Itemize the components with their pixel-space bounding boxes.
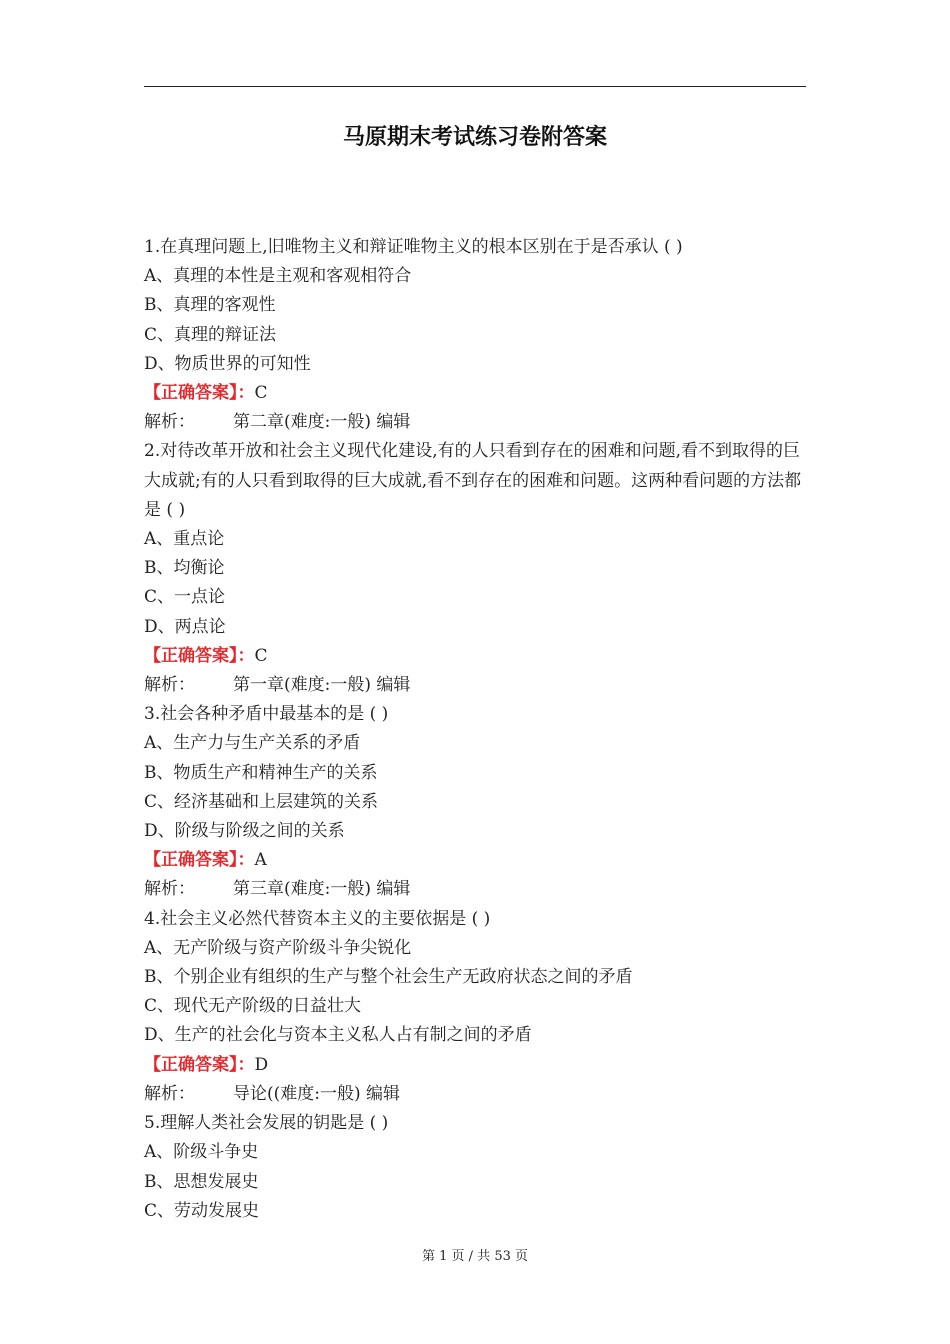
option-a: A、生产力与生产关系的矛盾 — [144, 733, 361, 754]
question-stem: 2.对待改革开放和社会主义现代化建设,有的人只看到存在的困难和问题,看不到取得的巨大成就;有的人只看到取得的巨大成就,看不到存在的困难和问题。这两种看问题的方法都是 ( ) — [144, 441, 802, 520]
option-b: B、真理的客观性 — [144, 295, 276, 316]
answer-value: A — [254, 850, 267, 871]
option-d: D、阶级与阶级之间的关系 — [144, 821, 345, 842]
option-d: D、物质世界的可知性 — [144, 353, 311, 374]
option-c: C、一点论 — [144, 587, 226, 608]
analysis-text: 第二章(难度:一般) 编辑 — [233, 412, 411, 433]
question-stem: 5.理解人类社会发展的钥匙是 ( ) — [144, 1113, 389, 1134]
analysis-label: 解析： — [144, 1083, 195, 1104]
option-c: C、现代无产阶级的日益壮大 — [144, 996, 362, 1017]
option-b: B、个别企业有组织的生产与整个社会生产无政府状态之间的矛盾 — [144, 967, 633, 988]
analysis-row — [144, 408, 806, 437]
option-a: A、真理的本性是主观和客观相符合 — [144, 266, 412, 287]
answer-value: D — [254, 1054, 269, 1075]
page-footer: 第 1 页 / 共 53 页 — [422, 1249, 528, 1264]
analysis-text: 导论((难度:一般) 编辑 — [233, 1083, 401, 1104]
question-list — [144, 233, 806, 1226]
option-b: B、均衡论 — [144, 558, 225, 579]
question-3 — [144, 700, 806, 904]
option-b: B、物质生产和精神生产的关系 — [144, 762, 378, 783]
question-stem: 4.社会主义必然代替资本主义的主要依据是 ( ) — [144, 908, 491, 929]
answer-row — [144, 1051, 806, 1080]
answer-row — [144, 642, 806, 671]
question-5 — [144, 1109, 806, 1226]
option-a: A、无产阶级与资产阶级斗争尖锐化 — [144, 937, 412, 958]
answer-value: C — [254, 645, 268, 666]
analysis-row — [144, 671, 806, 700]
analysis-label: 解析： — [144, 412, 195, 433]
answer-label: 【正确答案】： — [144, 645, 255, 666]
analysis-text: 第一章(难度:一般) 编辑 — [233, 675, 411, 696]
header-rule — [144, 86, 806, 87]
question-stem: 1.在真理问题上,旧唯物主义和辩证唯物主义的根本区别在于是否承认 ( ) — [144, 237, 683, 257]
question-1 — [144, 233, 806, 437]
answer-row — [144, 379, 806, 408]
analysis-label: 解析： — [144, 675, 195, 696]
analysis-text: 第三章(难度:一般) 编辑 — [233, 879, 411, 900]
option-c: C、经济基础和上层建筑的关系 — [144, 791, 379, 812]
question-4 — [144, 905, 806, 1109]
analysis-row — [144, 875, 806, 904]
analysis-label: 解析： — [144, 879, 195, 900]
option-a: A、重点论 — [144, 529, 225, 550]
document-title: 马原期末考试练习卷附答案 — [342, 125, 607, 150]
answer-value: C — [254, 383, 268, 404]
answer-label: 【正确答案】： — [144, 1054, 255, 1075]
option-d: D、生产的社会化与资本主义私人占有制之间的矛盾 — [144, 1025, 532, 1046]
option-c: C、劳动发展史 — [144, 1200, 260, 1221]
option-b: B、思想发展史 — [144, 1171, 259, 1192]
option-a: A、阶级斗争史 — [144, 1142, 259, 1163]
answer-label: 【正确答案】： — [144, 383, 255, 404]
question-stem: 3.社会各种矛盾中最基本的是 ( ) — [144, 704, 389, 725]
answer-row — [144, 846, 806, 875]
option-d: D、两点论 — [144, 616, 226, 637]
question-2 — [144, 437, 806, 700]
analysis-row — [144, 1080, 806, 1109]
answer-label: 【正确答案】： — [144, 850, 255, 871]
option-c: C、真理的辩证法 — [144, 324, 277, 345]
